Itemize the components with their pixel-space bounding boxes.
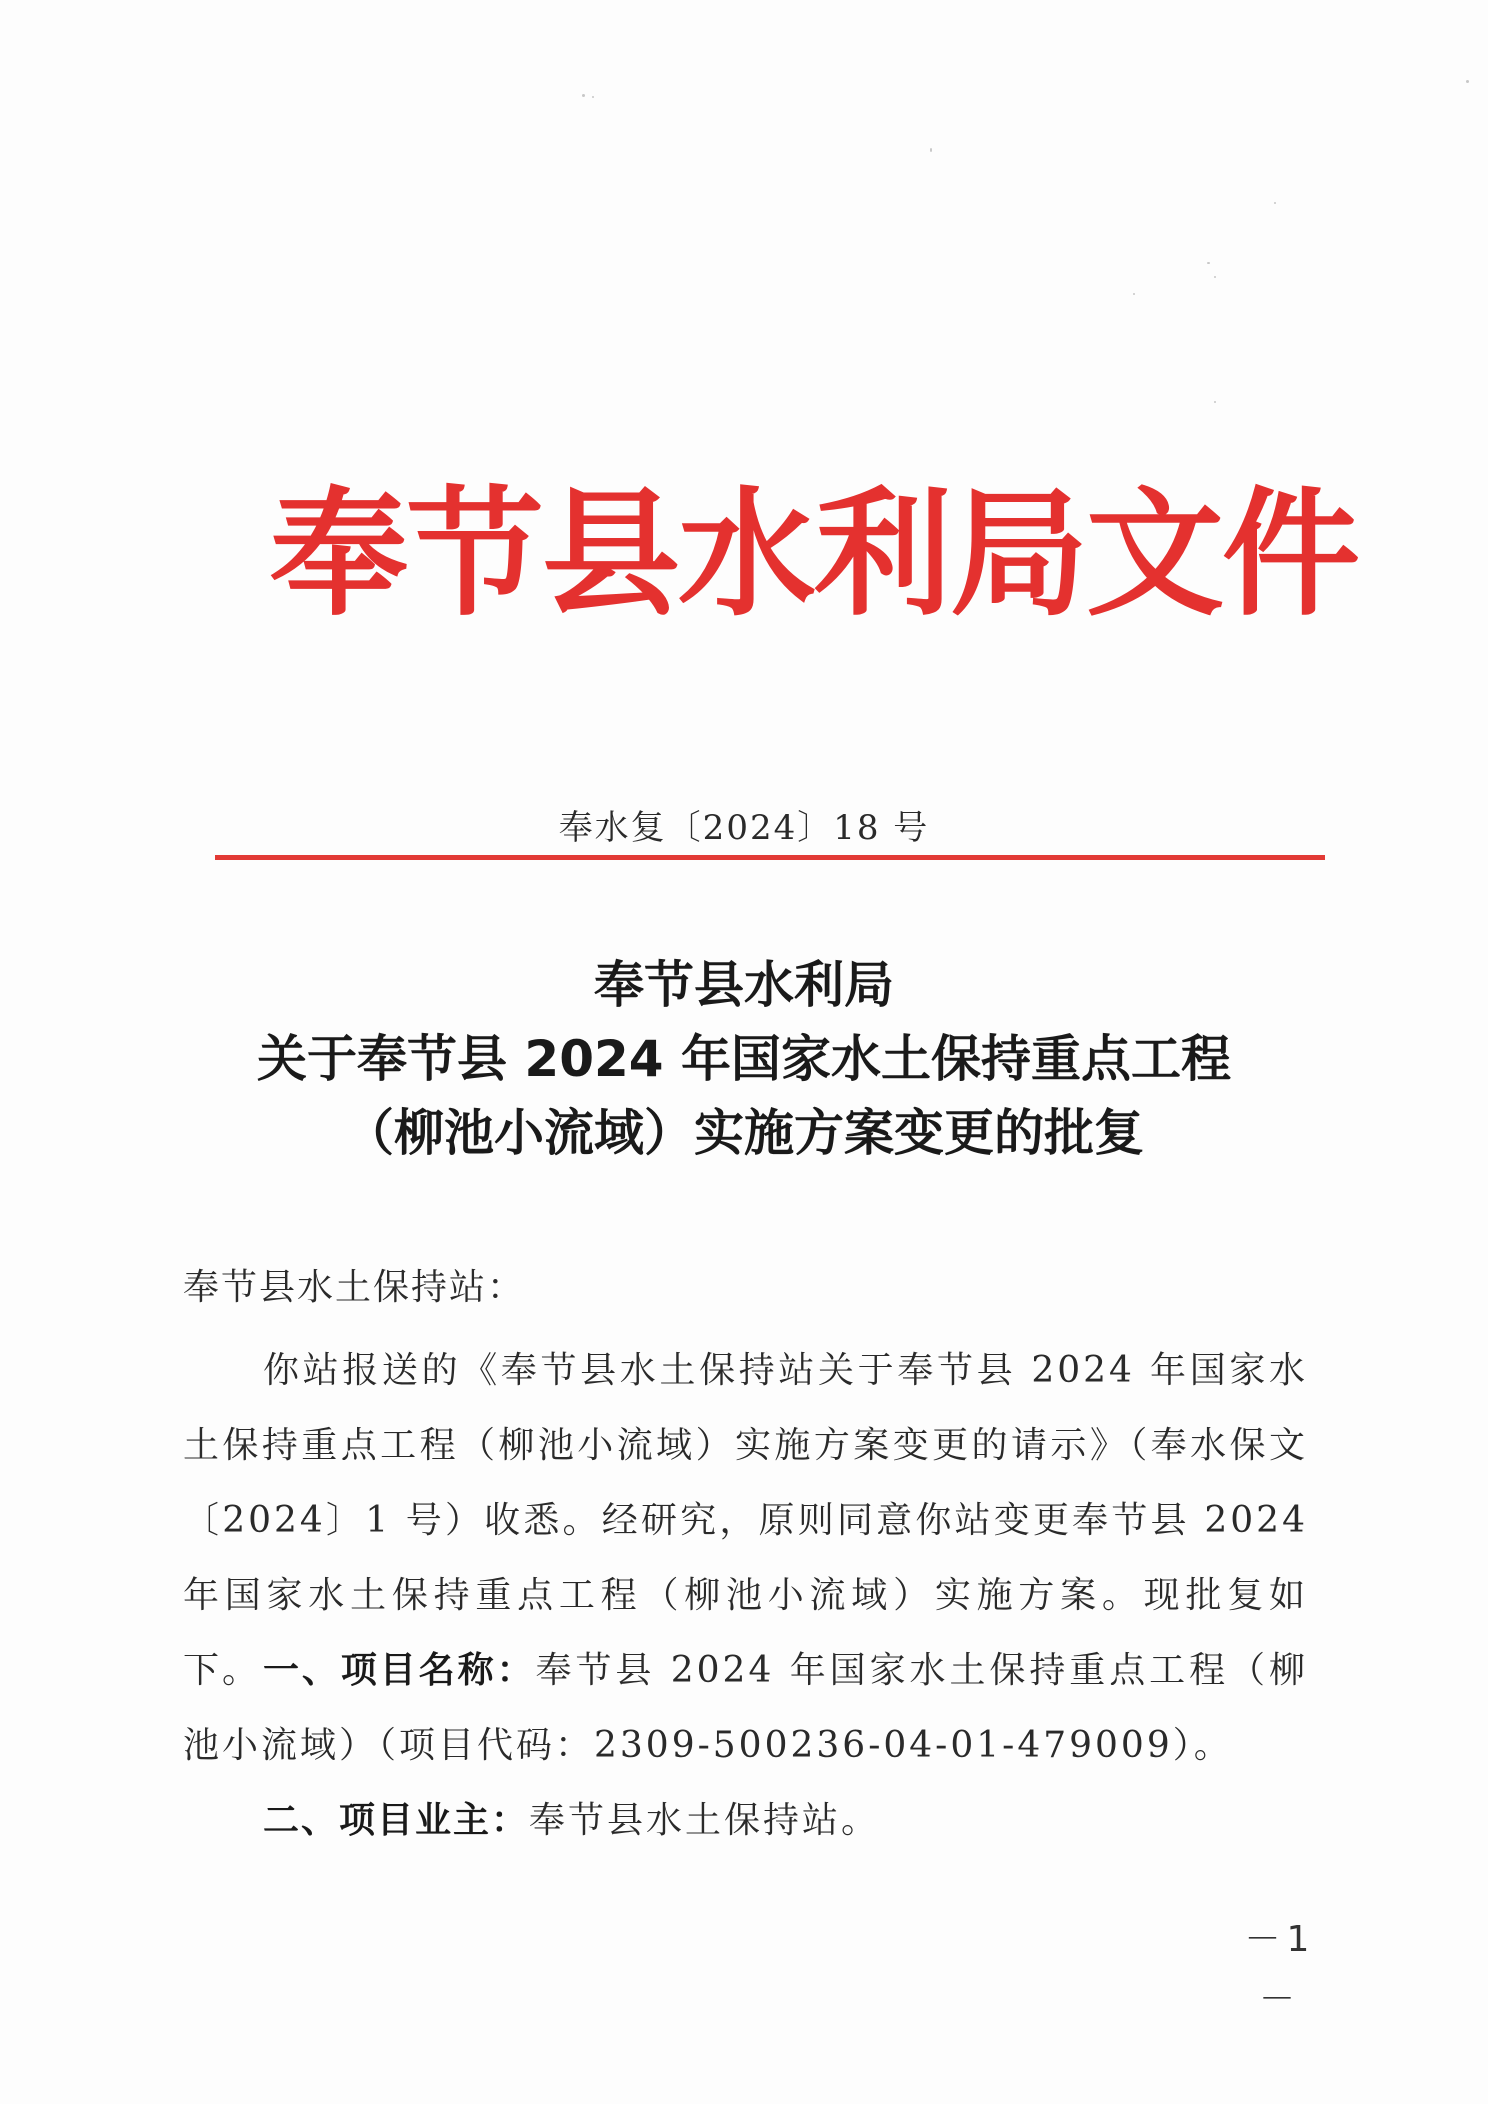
item-text: 奉节县水土保持站。 bbox=[529, 1800, 881, 1841]
scan-speck bbox=[1207, 262, 1210, 264]
title-line: 关于奉节县 2024 年国家水土保持重点工程 bbox=[257, 1030, 1231, 1088]
scan-speck bbox=[1214, 276, 1216, 278]
body-paragraph: 你站报送的《奉节县水土保持站关于奉节县 2024 年国家水土保持重点工程（柳池小流域）实施方案变更的请示》（奉水保文〔2024〕1 号）收悉。经研究，原则同意你站变更奉节县 2024 年国家水土保持重点工程（柳池小流域）实施方案。现批复如下。 bbox=[183, 1350, 1308, 1691]
title-line: 奉节县水利局 bbox=[594, 956, 894, 1014]
scan-speck bbox=[1214, 401, 1216, 403]
scan-speck bbox=[1466, 80, 1469, 83]
item-text: 奉节县 2024 年国家水土保持重点工程（柳池小流域）（项目代码：2309-500236-04-01-479009）。 bbox=[183, 1650, 1308, 1766]
scan-speck bbox=[592, 96, 594, 98]
scan-speck bbox=[1133, 293, 1135, 295]
red-divider-rule bbox=[215, 855, 1325, 860]
item-label: 一、项目名称： bbox=[263, 1650, 536, 1691]
page-number: －1－ bbox=[1244, 1919, 1316, 2020]
scan-speck bbox=[930, 148, 932, 152]
item-label: 二、项目业主： bbox=[263, 1800, 530, 1841]
addressee: 奉节县水土保持站： bbox=[183, 1267, 526, 1308]
scan-speck bbox=[1274, 202, 1276, 204]
letterhead-title: 奉节县水利局文件 bbox=[270, 474, 1359, 635]
item-project-name bbox=[183, 1633, 1308, 1783]
title-line: （柳池小流域）实施方案变更的批复 bbox=[344, 1104, 1144, 1162]
scan-speck bbox=[582, 94, 585, 97]
document-title bbox=[0, 948, 1488, 1170]
document-number: 奉水复〔2024〕18 号 bbox=[558, 808, 930, 848]
item-project-owner bbox=[183, 1783, 1308, 1858]
